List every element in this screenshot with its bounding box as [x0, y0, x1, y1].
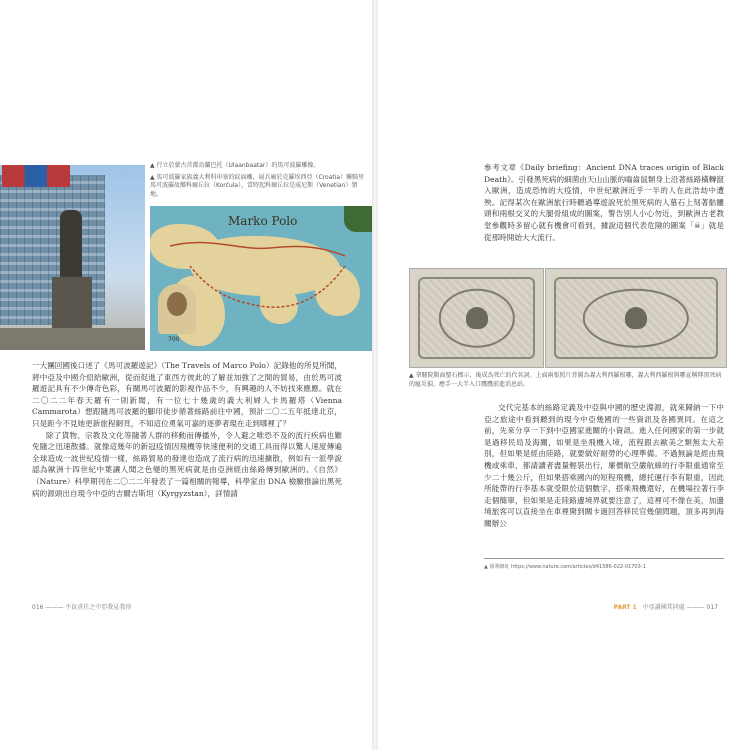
right-top-text: [484, 162, 724, 243]
carving-panel: [418, 277, 535, 359]
right-footer: [614, 602, 718, 611]
right-top-paragraph: 參考文章《Daily briefing：Ancient DNA traces origin of Black Death》。引發黑死病的細菌由天山山脈的嚙齒鼠類身上沿著絲路橫轉竄入歐洲，造成恐怖的大疫情，中世紀歐洲近乎一半的人在此浩劫中遭殃。記得某次在歐洲旅行時聽過導遊說死於黑死病的人墓石上刻著骷髏頭和兩根交叉的大腿骨組成的圖案，警告別人小心勿近，到歐洲古老教堂參觀時多留心就有機會可看到，據說這個代表危險的圖案「☠」就是從那時開始大大流行。: [484, 163, 724, 242]
map-title: Marko Polo: [228, 214, 298, 228]
photo-caption: ▲ 行立於蒙古首都烏蘭巴托（Ulaanbaatar）的馬可波羅雕像。: [150, 162, 320, 169]
carving-panel: [554, 277, 718, 359]
left-captions: [150, 162, 365, 202]
left-paragraph-1: 一大團回國後口述了《馬可波羅遊記》（The Travels of Marco Polo）記錄他的所見所聞，將中亞及中國介紹給歐洲，從而促進了東西方彼此的了解並加強了之間的貿易，由於馬可波羅遊記具有不少傳奇色彩，有關馬可波羅的影視作品不少，有興趣的人不妨找來應應。就在二〇二二年春天羅有一則新聞，有一位七十幾歲的義大利婦人卡馬羅塔（Vienna Cammarota）想跟隨馬可波羅的腳印徒步循著絲路前往中國，預計二〇二五年抵達北京，只是距今不見她更新旅程網頁，不知這位勇氣可嘉的逐夢者現在走到哪裡了？: [32, 361, 342, 428]
footnote: ▲ 報導網址 https://www.nature.com/articles/d41586-022-01703-1: [484, 558, 724, 570]
left-paragraph-2: 除了貨物、宗教及文化等隨著人群的移動而傳播外，令人避之唯恐不及的流行疾病也難免隨之迅速散播。就像這幾年的新冠疫情因飛機等快速便利的交通工具而得以驚人速度傳遍全球造成一波世紀疫情一樣，絲路貿易的發達也造成了流行病的迅速擴散，例如有一派學說認為歐洲十四世紀中葉讓人聞之色變的黑死病就是由亞洲經由絲路傳到歐洲的。《自然》（Nature）科學期刊在二〇二二年發表了一篇相關的報導，科學家由 DNA 檢驗推論出黑死病的源頭出自現今中亞的吉爾吉斯坦（Kyrgyzstan），詳情請: [32, 430, 342, 498]
map-caption: ▲ 馬可波羅家族義大利科申塞的紋面雕，展兵廟於克羅埃西亞（Croatia）聯騎里馬可波羅故鄉科爾丘拉（Korčula），當時起科爾丘拉是威尼斯（Venetian）領地。: [150, 173, 365, 198]
polo-portrait: [158, 284, 196, 334]
skull-icon: [625, 307, 647, 329]
map-badge: 700: [168, 336, 180, 343]
left-body-text: [32, 360, 342, 499]
footer-part-label: PART 1: [613, 604, 637, 611]
left-footer: 016 ——— 不負責任之中亞我見我得: [32, 604, 132, 611]
tree-corner: [344, 206, 374, 232]
skull-carving-photo-2: [545, 268, 727, 368]
right-photo-caption: ▲ 拿騷院類面聖石標示，後成為死亡的代名詞。上面兩張照片背圖為義大利西羅根哪，義大利西羅根與哪宣稱傳黑死病的瘟災損，應手一大半入口鷹鷹前進消息站。: [409, 372, 722, 388]
statue-photo: [0, 165, 145, 350]
skull-icon: [466, 307, 488, 329]
right-paragraph-1: 交代完基本的絲路定義及中亞與中國的歷史淵源，就來歸納一下中亞之旅途中看到聽到的現今中亞幾國的一些資訊及各國異同。在這之前，先來分享一下到中亞國家進關的小資訊。進入任何國家的第一步就是過移民局及海關，如果是坐飛機入境，流程跟去歐美之類無太大差別，但如果是經由陸路，就要做好耐勞的心理準備。不過無論是經由飛機或乘車，都請讀者盡量輕裝出行，廉價航空嚴航線的行李限重通常至少二十幾公斤，但如果搭乘國內的短程飛機，總托運行李有限重，因此所能帶的行李基本就受限於這個數字，搭乘飛機還好，在機場拉著行李走個簡單，但如果是走陸路邊境界就要注意了，這裡可不像在美，加邊境旅客可以直接坐在車裡開到關卡過回答移民官幾個問題，頂多再到海關辦公: [484, 403, 724, 528]
statue-figure: [60, 210, 82, 280]
marko-polo-map: [150, 206, 374, 351]
statue-pedestal: [52, 277, 92, 332]
ground: [0, 328, 145, 350]
right-footer-text: 中亞讀國其同處 ——— 017: [642, 604, 718, 611]
right-body-text: [484, 402, 724, 530]
skull-carving-photo-1: [409, 268, 544, 368]
flag-banner: [2, 165, 70, 187]
